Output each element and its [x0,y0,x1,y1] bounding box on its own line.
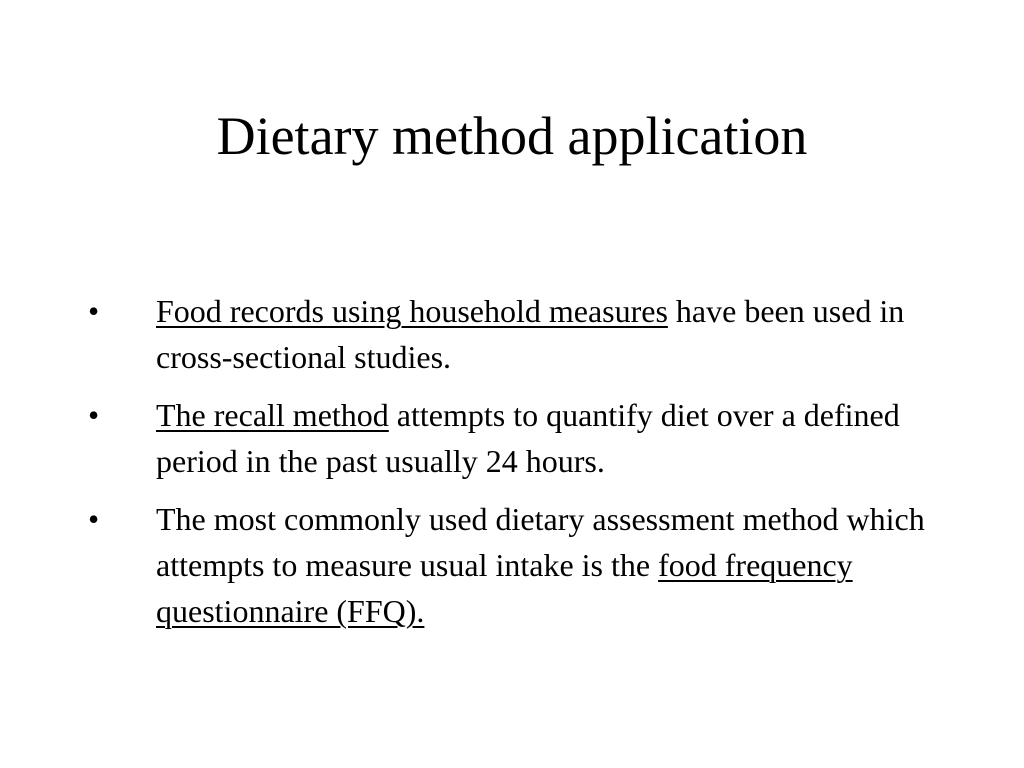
slide-title: Dietary method application [216,106,808,166]
bullet-item-food-records [80,288,950,380]
bullet-item-ffq [80,496,950,634]
bullet-list [80,288,950,646]
underlined-term: The recall method [156,397,389,433]
bullet-item-recall-method [80,392,950,484]
bullet-icon: • [88,397,100,433]
bullet-text: have been used in cross-sectional studies. [156,293,905,375]
bullet-text: The most commonly used dietary assessment method which attempts to measure usual intake is the [156,501,925,583]
underlined-term: Food records using household measures [156,293,668,329]
bullet-icon: • [88,501,100,537]
underlined-term: food frequency questionnaire (FFQ). [156,547,853,629]
bullet-icon: • [88,293,100,329]
bullet-text: attempts to quantify diet over a defined period in the past usually 24 hours. [156,397,900,479]
